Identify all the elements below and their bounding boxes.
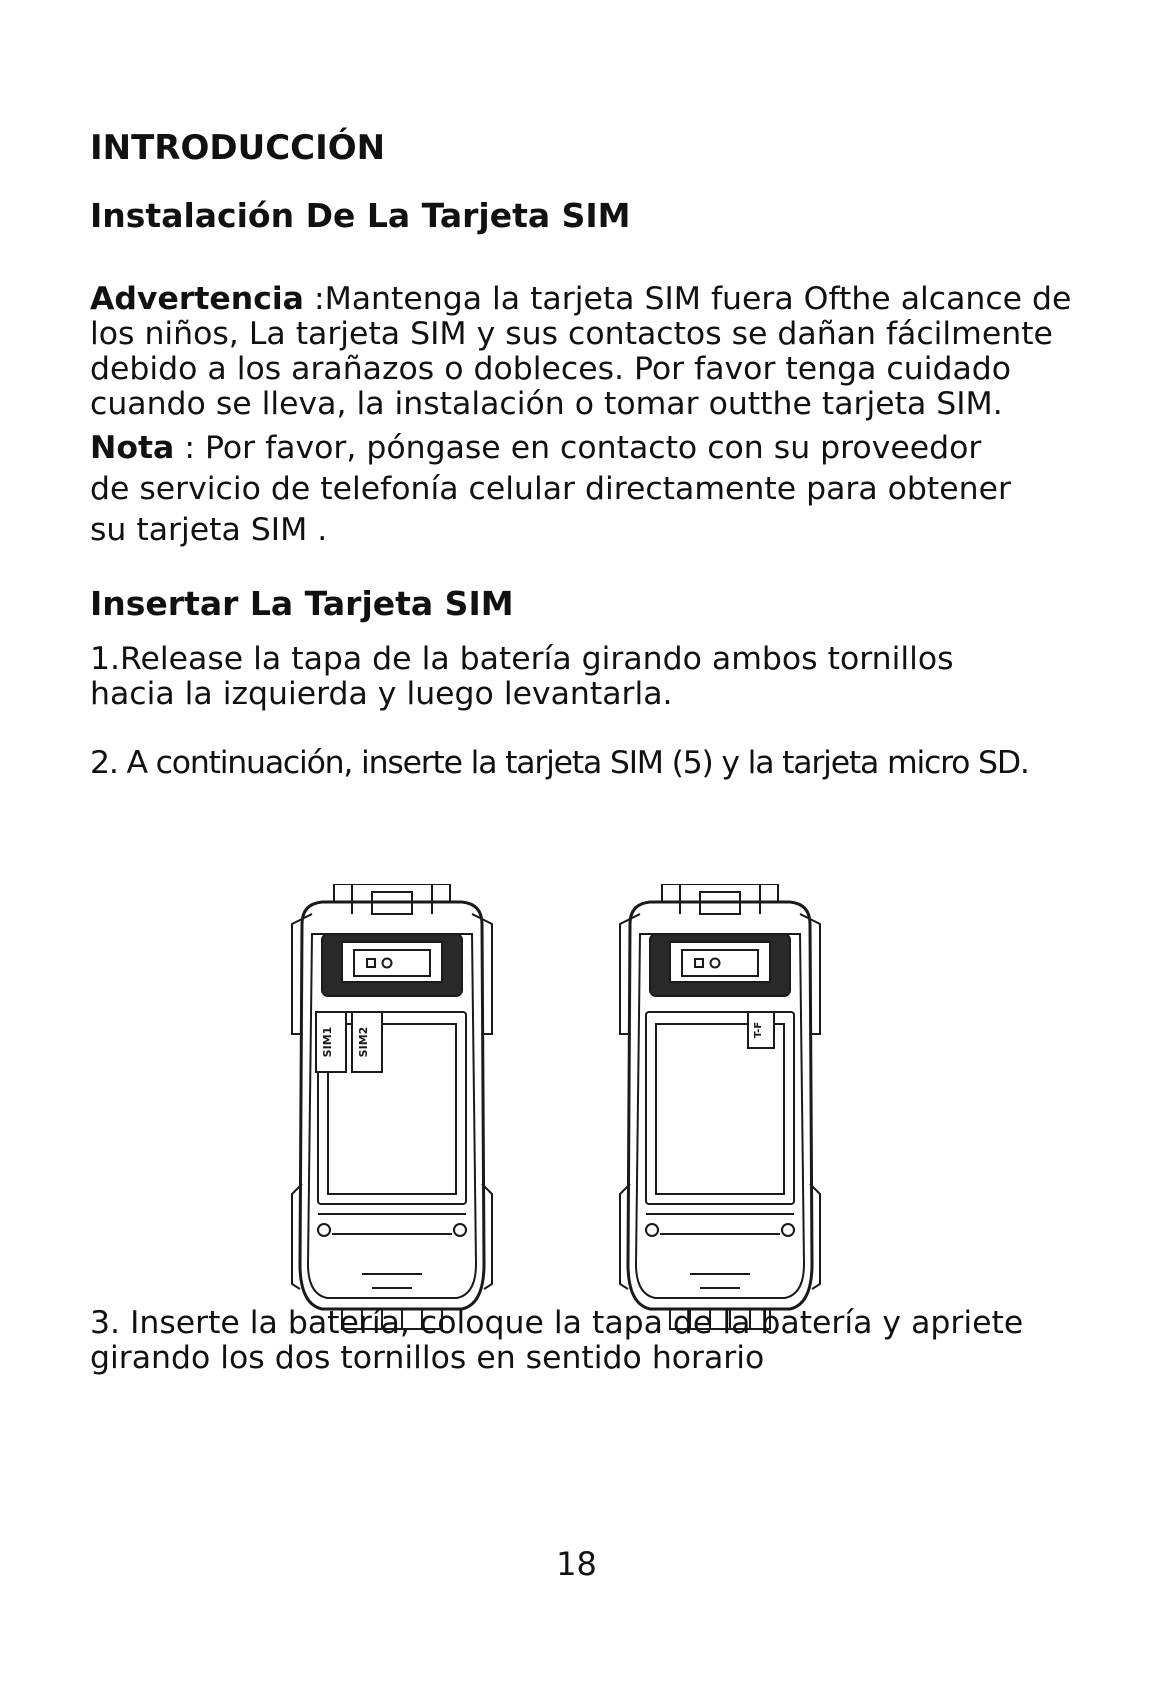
warning-line-3: debido a los arañazos o dobleces. Por favor tenga cuidado <box>90 351 1012 387</box>
step-2-paragraph <box>90 746 1100 781</box>
step-2-line: 2. A continuación, inserte la tarjeta SIM (5) y la tarjeta micro SD. <box>90 745 1029 781</box>
step-3-line-2: girando los dos tornillos en sentido horario <box>90 1340 765 1376</box>
phone-sim-slots-illustration <box>272 884 512 1334</box>
step-3-line-1: 3. Inserte la batería, coloque la tapa de la batería y apriete <box>90 1305 1024 1341</box>
page-number: 18 <box>556 1545 597 1583</box>
sim2-slot-label: SIM2 <box>357 1026 370 1058</box>
warning-line-4: cuando se lleva, la instalación o tomar outthe tarjeta SIM. <box>90 386 1003 422</box>
note-paragraph <box>90 428 1100 551</box>
tf-slot-label: T-F <box>753 1021 764 1039</box>
subsection-sim-install-title: Instalación De La Tarjeta SIM <box>90 196 631 235</box>
step-1-line-1: 1.Release la tapa de la batería girando ambos tornillos <box>90 641 954 677</box>
warning-line-1: :Mantenga la tarjeta SIM fuera Ofthe alcance de <box>313 281 1072 317</box>
note-line-1: : Por favor, póngase en contacto con su proveedor <box>184 430 982 466</box>
warning-line-2: los niños, La tarjeta SIM y sus contactos se dañan fácilmente <box>90 316 1053 352</box>
sim1-slot-label: SIM1 <box>321 1026 334 1058</box>
subsection-insert-title: Insertar La Tarjeta SIM <box>90 584 514 623</box>
note-line-3: su tarjeta SIM . <box>90 512 328 548</box>
warning-paragraph <box>90 282 1100 422</box>
section-title: INTRODUCCIÓN <box>90 128 386 168</box>
step-1-paragraph <box>90 642 1100 712</box>
step-3-paragraph <box>90 1306 1100 1376</box>
warning-label: Advertencia <box>90 281 304 317</box>
phone-tf-slot-illustration <box>600 884 840 1334</box>
note-line-2: de servicio de telefonía celular directamente para obtener <box>90 471 1011 507</box>
step-1-line-2: hacia la izquierda y luego levantarla. <box>90 676 673 712</box>
note-label: Nota <box>90 430 175 466</box>
